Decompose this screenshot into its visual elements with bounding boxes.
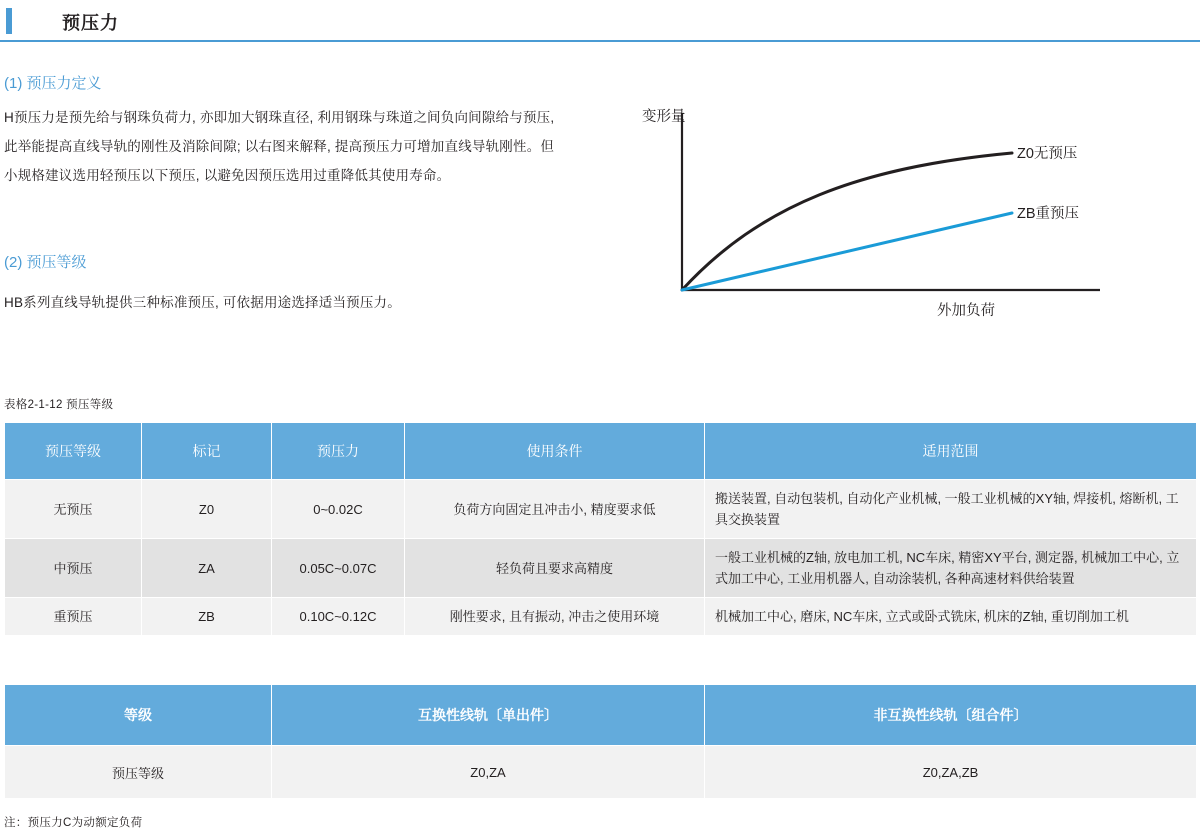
table-1-header-grade: 预压等级 (5, 423, 142, 480)
cell-grade: 重预压 (5, 598, 142, 636)
page-title: 预压力 (62, 13, 119, 33)
cell-scope: 一般工业机械的Z轴, 放电加工机, NC车床, 精密XY平台, 测定器, 机械加工中心, 立式加工中心, 工业用机器人, 自动涂装机, 各种高速材料供给装置 (705, 539, 1197, 598)
cell-mark: ZB (142, 598, 272, 636)
table-header-row (5, 685, 1197, 746)
interchangeability-table (4, 684, 1197, 799)
cell-force: 0~0.02C (272, 480, 405, 539)
section-2-body: HB系列直线导轨提供三种标准预压, 可依据用途选择适当预压力。 (4, 295, 401, 310)
header-accent-bar (6, 8, 12, 34)
table-1-header-mark: 标记 (142, 423, 272, 480)
header-divider (20, 9, 45, 33)
cell-condition: 轻负荷且要求高精度 (405, 539, 705, 598)
diagram-x-axis-label: 外加负荷 (937, 303, 995, 319)
table-row (5, 539, 1197, 598)
cell-condition: 刚性要求, 且有振动, 冲击之使用环境 (405, 598, 705, 636)
cell-interchangeable: Z0,ZA (272, 746, 705, 799)
table-1-header-scope: 适用范围 (705, 423, 1197, 480)
diagram-curve-z0 (682, 153, 1012, 290)
table-2-header-non-interchangeable: 非互换性线轨〔组合件〕 (705, 685, 1197, 746)
cell-grade-label: 预压等级 (5, 746, 272, 799)
table-2-header-grade: 等级 (5, 685, 272, 746)
section-1-body: H预压力是预先给与钢珠负荷力, 亦即加大钢珠直径, 利用钢珠与珠道之间负向间隙给与预压, 此举能提高直线导轨的刚性及消除间隙; 以右图来解释, 提高预压力可增加直线导轨刚性。但小规格建议选用轻预压以下预压, 以避免因预压选用过重降低其使用寿命。 (4, 110, 555, 183)
cell-force: 0.10C~0.12C (272, 598, 405, 636)
table-2-header-interchangeable: 互换性线轨〔单出件〕 (272, 685, 705, 746)
table-1-header-condition: 使用条件 (405, 423, 705, 480)
section-1-heading: (1) 预压力定义 (4, 75, 102, 92)
diagram-y-axis-label: 变形量 (642, 109, 686, 125)
cell-mark: Z0 (142, 480, 272, 539)
table-1-header-force: 预压力 (272, 423, 405, 480)
section-2-heading: (2) 预压等级 (4, 254, 87, 271)
preload-diagram-svg (600, 95, 1180, 335)
cell-condition: 负荷方向固定且冲击小, 精度要求低 (405, 480, 705, 539)
cell-force: 0.05C~0.07C (272, 539, 405, 598)
cell-grade: 中预压 (5, 539, 142, 598)
page-header (0, 0, 1200, 42)
cell-non-interchangeable: Z0,ZA,ZB (705, 746, 1197, 799)
diagram-curve-zb (682, 213, 1012, 290)
cell-scope: 机械加工中心, 磨床, NC车床, 立式或卧式铣床, 机床的Z轴, 重切削加工机 (705, 598, 1197, 636)
table-row (5, 480, 1197, 539)
diagram-label-zb: ZB重预压 (1017, 206, 1080, 222)
table-1-caption: 表格2-1-12 预压等级 (4, 399, 114, 411)
table-row (5, 746, 1197, 799)
table-header-row (5, 423, 1197, 480)
preload-diagram (600, 95, 1180, 335)
cell-grade: 无预压 (5, 480, 142, 539)
table-row (5, 598, 1197, 636)
cell-mark: ZA (142, 539, 272, 598)
diagram-label-z0: Z0无预压 (1017, 146, 1078, 162)
footnote: 注：预压力C为动额定负荷 (4, 817, 143, 829)
preload-grade-table (4, 422, 1197, 636)
cell-scope: 搬送装置, 自动包装机, 自动化产业机械, 一般工业机械的XY轴, 焊接机, 熔断机, 工具交换装置 (705, 480, 1197, 539)
